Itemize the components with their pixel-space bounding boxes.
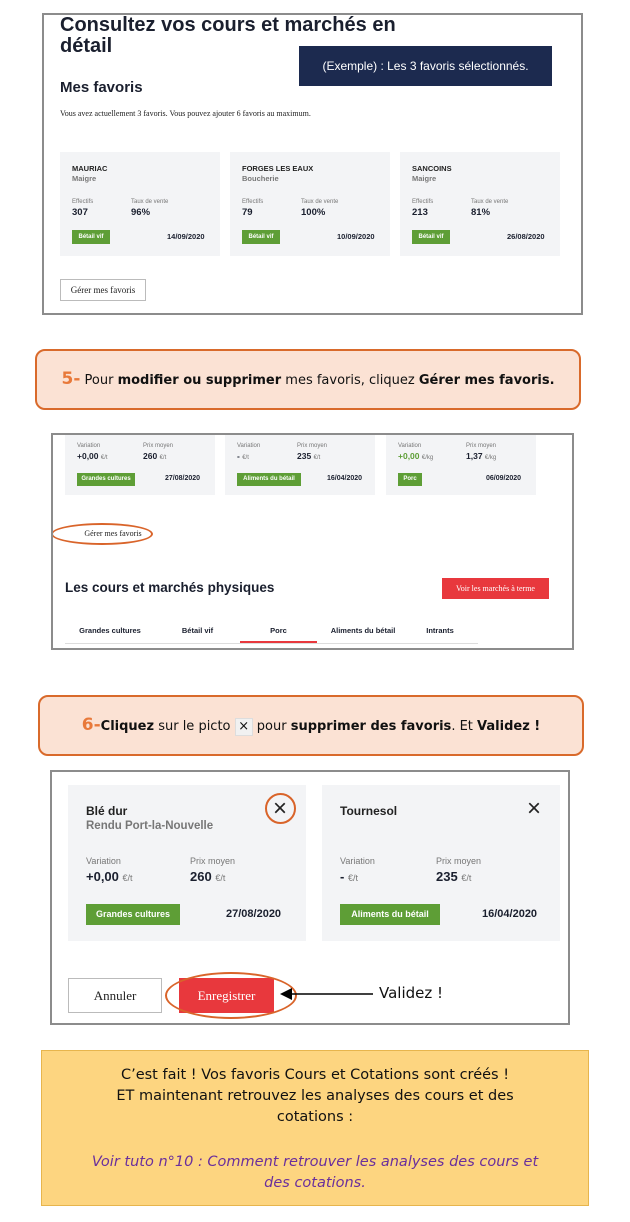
favori-card xyxy=(400,152,560,256)
tab-bar xyxy=(65,621,478,644)
card-sub: Maigre xyxy=(412,174,437,183)
variation-value xyxy=(77,451,108,461)
arrow-icon xyxy=(278,986,378,1002)
prix-value xyxy=(436,869,471,884)
effectifs-label: Effectifs xyxy=(412,199,434,205)
category-badge[interactable]: Aliments du bétail xyxy=(237,473,301,486)
step6-callout xyxy=(38,695,584,756)
card-name: Blé dur xyxy=(86,804,128,818)
taux-label: Taux de vente xyxy=(301,199,339,205)
tab-intrants[interactable]: Intrants xyxy=(426,626,454,635)
category-badge[interactable]: Bétail vif xyxy=(242,230,280,244)
prix-unit: €/t xyxy=(215,873,226,883)
highlight-circle xyxy=(265,793,296,824)
variation-value xyxy=(86,869,133,884)
final-line2: ET maintenant retrouvez les analyses des cours et des xyxy=(116,1088,514,1104)
taux-value: 100% xyxy=(301,207,326,218)
favori-card xyxy=(225,433,375,495)
step6-t2: pour xyxy=(252,719,291,734)
category-badge[interactable]: Porc xyxy=(398,473,422,486)
prix-label: Prix moyen xyxy=(297,443,328,449)
taux-label: Taux de vente xyxy=(471,199,509,205)
step5-number: 5- xyxy=(61,369,81,389)
card-date: 10/09/2020 xyxy=(337,232,375,241)
step6-b2: supprimer des favoris xyxy=(290,719,452,734)
variation-number: - xyxy=(340,869,345,884)
screenshot-favoris xyxy=(42,13,583,315)
prix-label: Prix moyen xyxy=(190,856,236,866)
prix-number: 260 xyxy=(143,451,158,461)
card-name: FORGES LES EAUX xyxy=(242,164,314,173)
variation-label: Variation xyxy=(77,443,101,449)
step6-t3: . Et xyxy=(451,719,478,734)
prix-value xyxy=(297,451,320,461)
step6-b1: Cliquez xyxy=(100,719,155,734)
step5-callout xyxy=(35,349,581,410)
effectifs-label: Effectifs xyxy=(72,199,94,205)
step5-text xyxy=(37,351,579,408)
close-icon[interactable]: × xyxy=(272,795,287,822)
tuto-link-line1: Voir tuto n°10 : Comment retrouver les analyses des cours et xyxy=(91,1154,539,1170)
card-date: 26/08/2020 xyxy=(507,232,545,241)
screenshot-cours-marches xyxy=(51,433,574,650)
step5-b2: Gérer mes favoris. xyxy=(418,373,555,388)
highlight-circle xyxy=(51,523,153,545)
step6-text xyxy=(40,697,582,754)
card-date: 27/08/2020 xyxy=(165,475,201,482)
prix-unit: €/t xyxy=(159,455,167,461)
favori-card xyxy=(68,785,306,941)
category-badge[interactable]: Bétail vif xyxy=(412,230,450,244)
page-title-line1: Consultez vos cours et marchés en xyxy=(60,14,396,36)
final-text xyxy=(42,1065,588,1128)
prix-label: Prix moyen xyxy=(143,443,174,449)
example-banner: (Exemple) : Les 3 favoris sélectionnés. xyxy=(299,46,552,86)
prix-number: 260 xyxy=(190,869,212,884)
tab-porc[interactable]: Porc xyxy=(240,621,317,643)
manage-favoris-button[interactable]: Gérer mes favoris xyxy=(60,279,146,301)
final-note xyxy=(41,1050,589,1206)
validez-label: Validez ! xyxy=(379,984,444,1002)
variation-label: Variation xyxy=(237,443,261,449)
variation-unit: €/t xyxy=(122,873,133,883)
close-icon[interactable]: × xyxy=(526,795,541,822)
variation-value xyxy=(398,451,433,461)
final-line1: C’est fait ! Vos favoris Cours et Cotations sont créés ! xyxy=(120,1067,510,1083)
variation-unit: €/t xyxy=(347,873,358,883)
variation-value xyxy=(340,869,358,884)
effectifs-value: 213 xyxy=(412,207,428,218)
card-sub: Boucherie xyxy=(242,174,279,183)
tuto-link-line2: des cotations. xyxy=(264,1175,366,1191)
final-line3: cotations : xyxy=(276,1109,354,1125)
tuto-link[interactable] xyxy=(42,1152,588,1194)
picto-close-icon: × xyxy=(235,718,253,736)
category-badge[interactable]: Bétail vif xyxy=(72,230,110,244)
step6-number: 6- xyxy=(81,715,101,735)
variation-label: Variation xyxy=(86,856,121,866)
step6-b3: Validez ! xyxy=(477,719,541,734)
tab-grandes-cultures[interactable]: Grandes cultures xyxy=(79,626,141,635)
step6-t1: sur le picto xyxy=(154,719,235,734)
favori-card xyxy=(230,152,390,256)
manage-favoris-button[interactable]: Gérer mes favoris xyxy=(84,529,142,538)
card-name: Tournesol xyxy=(340,804,398,818)
tab-betail-vif[interactable]: Bétail vif xyxy=(181,626,214,635)
taux-value: 96% xyxy=(131,207,151,218)
prix-label: Prix moyen xyxy=(466,443,497,449)
step5-t2: mes favoris, cliquez xyxy=(281,373,419,388)
card-date: 27/08/2020 xyxy=(226,908,282,920)
card-date: 16/04/2020 xyxy=(482,908,538,920)
step5-t1: Pour xyxy=(80,373,118,388)
save-button[interactable]: Enregistrer xyxy=(179,978,274,1013)
prix-unit: €/t xyxy=(313,455,321,461)
variation-number: - xyxy=(237,451,240,461)
cancel-button[interactable]: Annuler xyxy=(68,978,162,1013)
favori-card xyxy=(65,433,215,495)
prix-value xyxy=(190,869,225,884)
page-title-line2: détail xyxy=(60,35,113,57)
taux-label: Taux de vente xyxy=(131,199,169,205)
card-date: 14/09/2020 xyxy=(167,232,205,241)
variation-number: +0,00 xyxy=(86,869,119,884)
category-badge[interactable]: Aliments du bétail xyxy=(340,904,440,925)
prix-number: 235 xyxy=(297,451,312,461)
favori-card xyxy=(322,785,560,941)
variation-value xyxy=(237,451,249,461)
card-name: MAURIAC xyxy=(72,164,108,173)
terme-button[interactable]: Voir les marchés à terme xyxy=(442,578,549,599)
prix-number: 1,37 xyxy=(466,451,483,461)
variation-unit: €/kg xyxy=(421,455,434,461)
category-badge[interactable]: Grandes cultures xyxy=(86,904,180,925)
card-sub: Maigre xyxy=(72,174,97,183)
section-title: Les cours et marchés physiques xyxy=(65,580,275,595)
card-name: SANCOINS xyxy=(412,164,452,173)
card-date: 16/04/2020 xyxy=(327,475,363,482)
prix-number: 235 xyxy=(436,869,458,884)
favori-card xyxy=(386,433,536,495)
variation-unit: €/t xyxy=(100,455,108,461)
effectifs-value: 79 xyxy=(242,207,253,218)
variation-unit: €/t xyxy=(242,455,249,461)
variation-number: +0,00 xyxy=(77,451,99,461)
variation-label: Variation xyxy=(340,856,375,866)
prix-value xyxy=(466,451,496,461)
tab-aliments[interactable]: Aliments du bétail xyxy=(330,626,396,635)
favori-card xyxy=(60,152,220,256)
taux-value: 81% xyxy=(471,207,491,218)
card-sub: Rendu Port-la-Nouvelle xyxy=(86,820,214,832)
variation-number: +0,00 xyxy=(398,451,420,461)
prix-label: Prix moyen xyxy=(436,856,482,866)
prix-value xyxy=(143,451,166,461)
step5-b1: modifier ou supprimer xyxy=(117,373,282,388)
favoris-info: Vous avez actuellement 3 favoris. Vous pouvez ajouter 6 favoris au maximum. xyxy=(60,109,311,118)
prix-unit: €/t xyxy=(461,873,472,883)
category-badge[interactable]: Grandes cultures xyxy=(77,473,135,486)
effectifs-value: 307 xyxy=(72,207,88,218)
prix-unit: €/kg xyxy=(484,455,497,461)
favoris-title: Mes favoris xyxy=(60,79,143,96)
card-date: 06/09/2020 xyxy=(486,475,522,482)
effectifs-label: Effectifs xyxy=(242,199,264,205)
variation-label: Variation xyxy=(398,443,422,449)
